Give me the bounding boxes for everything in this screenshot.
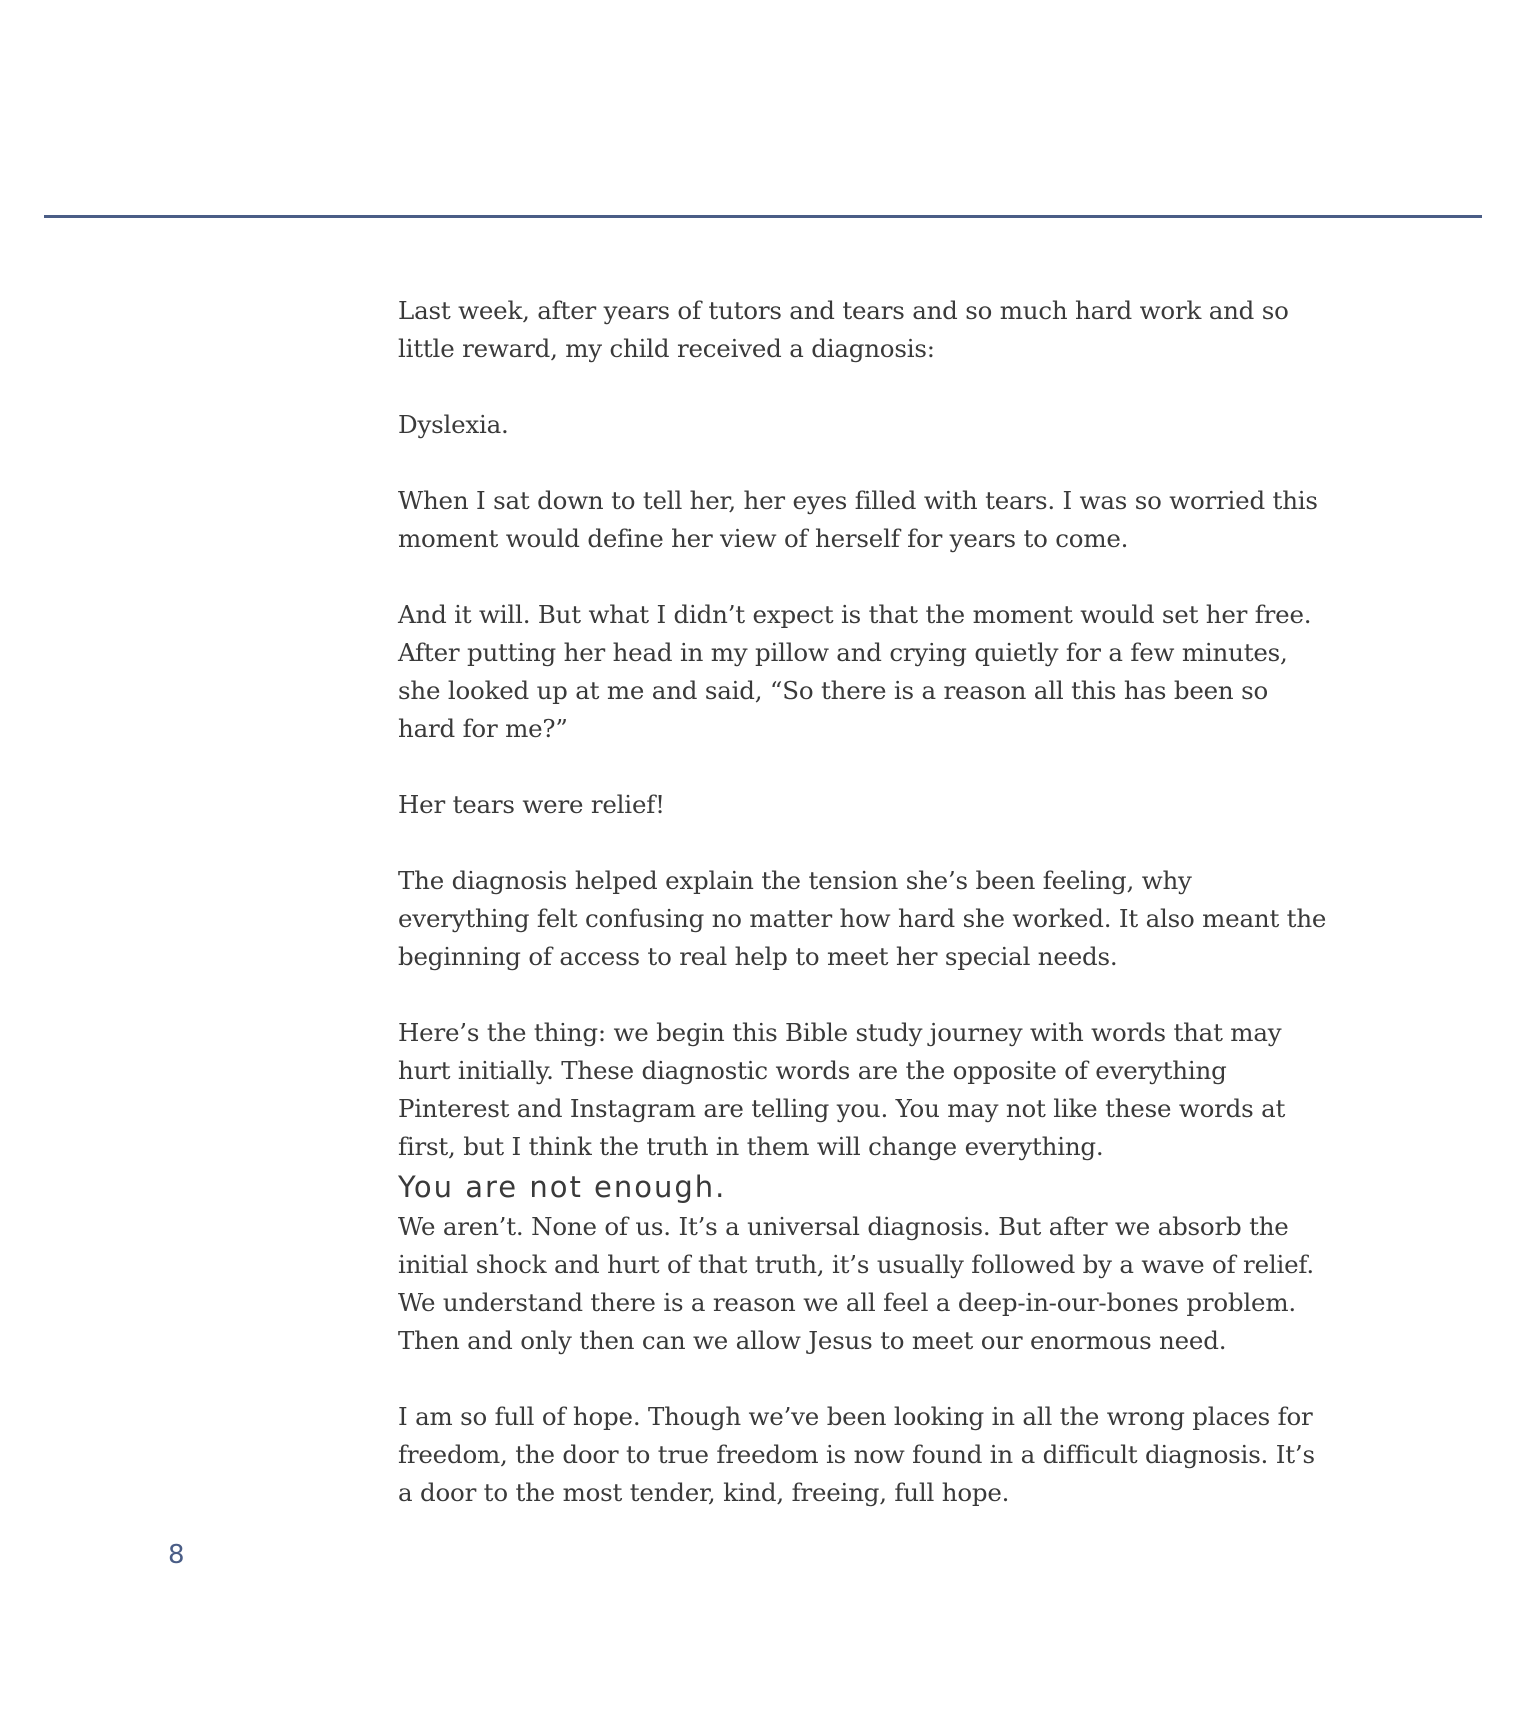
paragraph-9: I am so full of hope. Though we’ve been looking in all the wrong places for freedom, the door to true freedom is now found in a difficult diagnosis. It’s a door to the most tender, kind, freeing, full hope. xyxy=(398,1402,1315,1507)
paragraph-2: Dyslexia. xyxy=(398,410,509,439)
header-rule xyxy=(44,215,1482,218)
page-number: 8 xyxy=(168,1540,185,1570)
body-text xyxy=(398,292,1328,1512)
paragraph-1: Last week, after years of tutors and tears and so much hard work and so little reward, my child received a diagnosis: xyxy=(398,296,1289,363)
paragraph-8: We aren’t. None of us. It’s a universal diagnosis. But after we absorb the initial shock and hurt of that truth, it’s usually followed by a wave of relief. We understand there is a reason we all feel a deep-in-our-bones problem. Then and only then can we allow Jesus to meet our enormous need. xyxy=(398,1212,1315,1355)
paragraph-4: And it will. But what I didn’t expect is that the moment would set her free. After putting her head in my pillow and crying quietly for a few minutes, she looked up at me and said, “So there is a reason all this has been so hard for me?” xyxy=(398,600,1312,743)
paragraph-6: The diagnosis helped explain the tension she’s been feeling, why everything felt confusing no matter how hard she worked. It also meant the beginning of access to real help to meet her special needs. xyxy=(398,866,1327,971)
paragraph-5: Her tears were relief! xyxy=(398,790,665,819)
section-subhead: You are not enough. xyxy=(398,1170,727,1204)
paragraph-3: When I sat down to tell her, her eyes filled with tears. I was so worried this moment would define her view of herself for years to come. xyxy=(398,486,1318,553)
paragraph-7: Here’s the thing: we begin this Bible study journey with words that may hurt initially. These diagnostic words are the opposite of everything Pinterest and Instagram are telling you. You may not like these words at first, but I think the truth in them will change everything. xyxy=(398,1018,1286,1161)
